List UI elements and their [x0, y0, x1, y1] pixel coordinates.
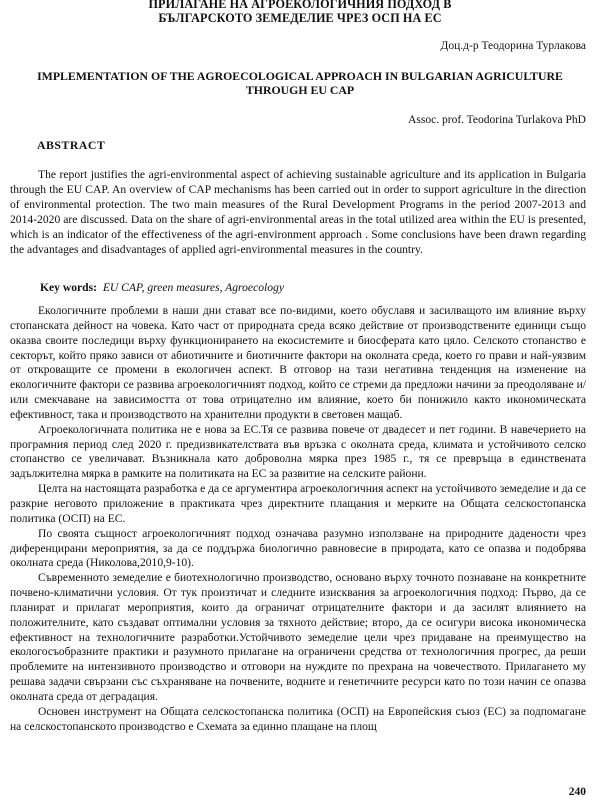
author-bulgarian: Доц.д-р Теодорина Турлакова — [440, 40, 586, 52]
body-paragraph-2: Агроекологичната политика не е нова за ЕС.Тя се развива повече от двадесет и пет години. В навечерието на програмния период след 2020 г. предизвикателствата във връзка с околната среда, климата и устойчивото селско стопанство се увеличават. Възникнала като доброволна мярка през 1985 г., тя се превръща в единствената задължителна мярка в рамките на политиката на ЕС за развитие на селските райони. — [10, 423, 586, 481]
body-paragraph-5: Съвременното земеделие е биотехнологично производство, основано върху точното познаване на конкретните почвено-климатични условия. От тук произтичат и следните изисквания за агроекологичния подход: Първо, да се планират и прилагат мероприятия, които да ограничат отрицателните фактори и да засилят влиянието на положителните, като създават оптимални условия за тяхното действие; второ, да се осигури висока икономическа ефективност на технологичните разработки.Устойчивото земеделие цели чрез придаване на преимущество на екологосъобразните практики и разумното прилагане на ограничени средства от технологичния прогрес, да реши проблемите на интензивното производство и отговори на нуждите по прехрана на човечеството. Прилагането му решава задачи свързани със съхраняване на почвените, водните и генетичните ресурси като по този начин се опазва околната среда от деградация. — [10, 572, 586, 703]
keywords-value: EU CAP, green measures, Agroecology — [102, 281, 284, 294]
body-paragraph-6: Основен инструмент на Общата селскостопанска политика (ОСП) на Европейския съюз (ЕС) за подпомагане на селскостопанското производство е Схемата за единно плащане на площ — [10, 705, 586, 733]
page-number: 240 — [568, 786, 586, 798]
author-english: Assoc. prof. Teodorina Turlakova PhD — [408, 114, 586, 126]
body-paragraph-3: Целта на настоящата разработка е да се аргументира агроекологичния аспект на устойчивото земеделие и да се разкрие неговото приложение в практиката чрез директните плащания и мерките на Общата селскостопанска политика (ОСП) на ЕС. — [10, 483, 586, 525]
body-paragraph-1: Екологичните проблеми в наши дни стават все по-видими, което обуславя и засилващото им влияние върху стопанската дейност на човека. Като част от природната среда всяко действие от производствените единици също оказва своите последици върху функционирането на екосистемите и биосферата като цяло. Селското стопанство е секторът, който пряко зависи от абиотичните и биотичните фактори на околната среда, което го прави и най-уязвим от откроващите се промени в екологичен аспект. В отговор на тази негативна тенденция на изменение на екологичните фактори се развива агроекологичният подход, който се стреми да предложи начини за преодоляване и/или смекчаване на зависимостта от това отрицателно им влияние, което би понижило както икономическата ефективност, така и производството на хранителни продукти в световен мащаб. — [10, 305, 586, 421]
keywords-line — [40, 281, 284, 294]
body-paragraph-4: По своята същност агроекологичният подход означава разумно използване на природните дадености чрез диференцирани мероприятия, за да се поддържа биологично равновесие в природата, като се опазва и подобрява околната среда (Николова,2010,9-10). — [10, 527, 586, 570]
body-text — [10, 304, 586, 734]
title-english: IMPLEMENTATION OF THE AGROECOLOGICAL APPROACH IN BULGARIAN AGRICULTURE THROUGH EU CAP — [37, 69, 563, 97]
keywords-label: Key words: — [40, 281, 98, 294]
abstract-heading: ABSTRACT — [37, 138, 106, 152]
abstract-text: The report justifies the agri-environmental aspect of achieving sustainable agriculture and its application in Bulgaria through the EU CAP. An overview of CAP mechanisms has been carried out in order to support agriculture in the direction of environmental protection. The two main measures of the Rural Development Programs in the period 2007-2013 and 2014-2020 are discussed. Data on the share of agri-environmental areas in the total utilized area within the EU is presented, which is an indicator of the effectiveness of the agri-environment approach . Some conclusions have been drawn regarding the advantages and disadvantages of applied agri-environmental measures in the country. — [10, 168, 586, 257]
title-bulgarian: ПРИЛАГАНЕ НА АГРОЕКОЛОГИЧНИЯ ПОДХОД В БЪЛГАРСКОТО ЗЕМЕДЕЛИЕ ЧРЕЗ ОСП НА ЕС — [148, 0, 452, 25]
